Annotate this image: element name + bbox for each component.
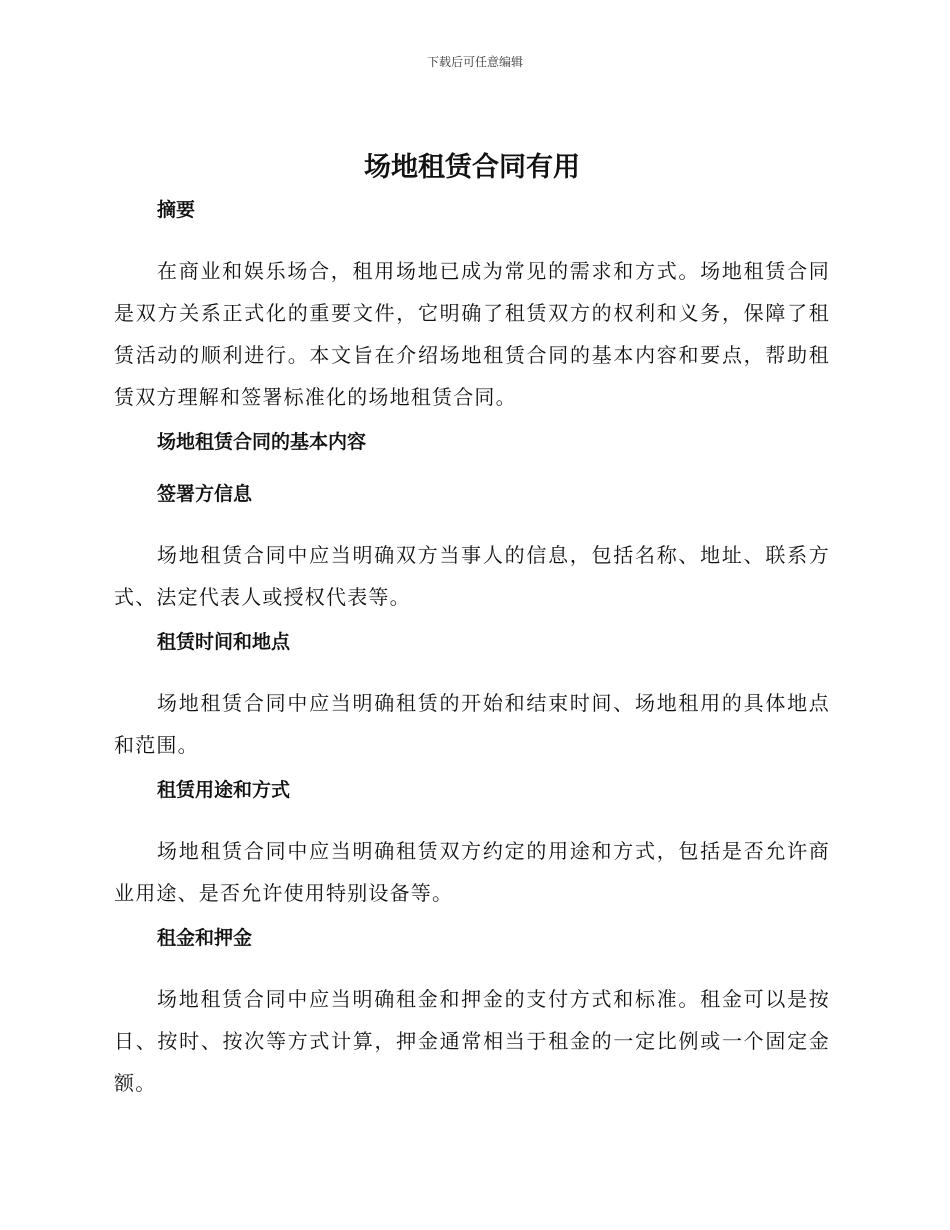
section-heading-lease-time-place: 租赁时间和地点: [157, 631, 291, 653]
section-heading-basic-content: 场地租赁合同的基本内容: [157, 431, 367, 453]
paragraph-abstract: 在商业和娱乐场合，租用场地已成为常见的需求和方式。场地租赁合同是双方关系正式化的重要文件，它明确了租赁双方的权利和义务，保障了租赁活动的顺利进行。本文旨在介绍场地租赁合同的基本内容和要点，帮助租赁双方理解和签署标准化的场地租赁合同。: [114, 259, 830, 409]
section-heading-signatory-info: 签署方信息: [157, 483, 253, 505]
section-heading-lease-usage: 租赁用途和方式: [157, 779, 291, 801]
paragraph-signatory-info: 场地租赁合同中应当明确双方当事人的信息，包括名称、地址、联系方式、法定代表人或授权代表等。: [114, 543, 830, 609]
paragraph-lease-time-place: 场地租赁合同中应当明确租赁的开始和结束时间、场地租用的具体地点和范围。: [114, 691, 830, 757]
document-title: 场地租赁合同有用: [364, 152, 580, 183]
document-body: [114, 148, 830, 1116]
page-header-note: 下载后可任意编辑: [426, 55, 523, 69]
paragraph-rent-deposit: 场地租赁合同中应当明确租金和押金的支付方式和标准。租金可以是按日、按时、按次等方式计算，押金通常相当于租金的一定比例或一个固定金额。: [114, 987, 830, 1095]
section-heading-abstract: 摘要: [157, 199, 196, 221]
section-heading-rent-deposit: 租金和押金: [157, 927, 253, 949]
paragraph-lease-usage: 场地租赁合同中应当明确租赁双方约定的用途和方式，包括是否允许商业用途、是否允许使用特别设备等。: [114, 839, 830, 905]
